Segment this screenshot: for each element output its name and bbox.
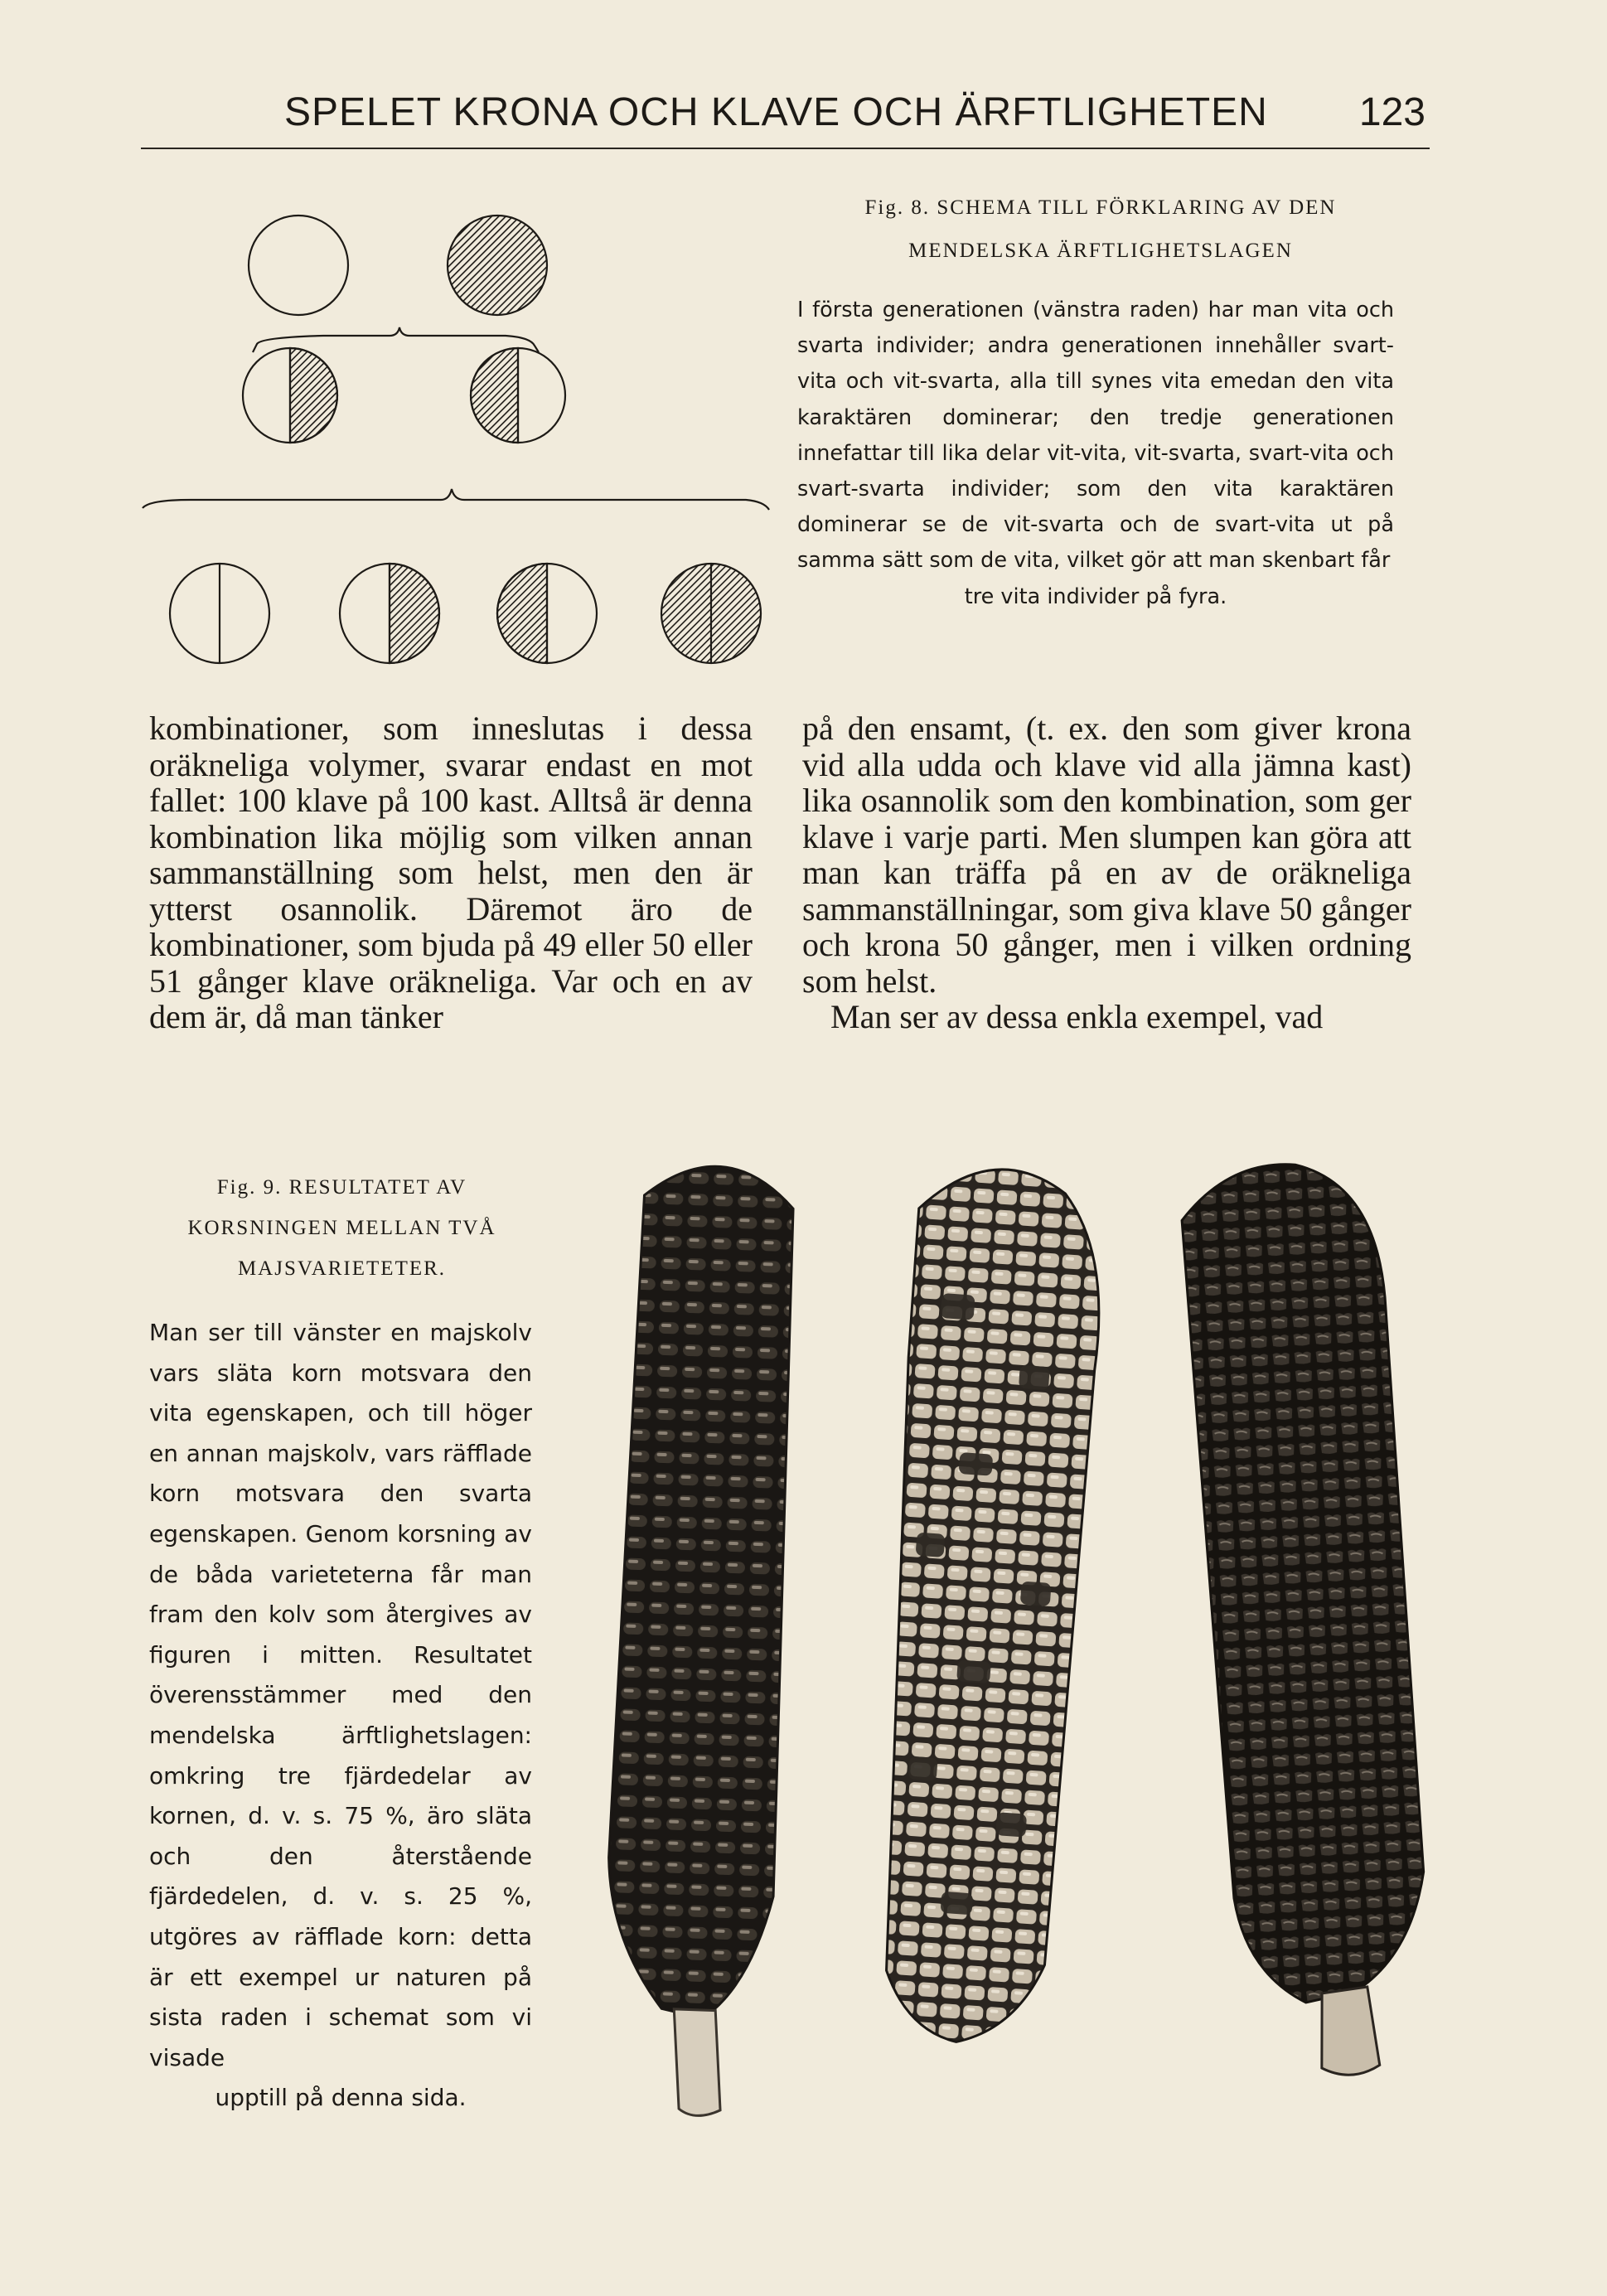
corn-stalk-right xyxy=(1318,1986,1380,2076)
white-black-individual-gen3 xyxy=(340,564,439,663)
corn-ear-hybrid xyxy=(861,1164,1109,2048)
figure-9-caption-title xyxy=(149,1167,535,1289)
figure-8-description-last: tre vita individer på fyra. xyxy=(964,584,1227,609)
figure-9-title-line3: MAJSVARIETETER. xyxy=(237,1257,447,1280)
figure-9-title-line2: KORSNINGEN MELLAN TVÅ xyxy=(187,1217,496,1239)
white-white-individual xyxy=(170,564,269,663)
black-individual-circle xyxy=(448,216,547,315)
header-rule xyxy=(141,148,1430,149)
white-individual-circle xyxy=(249,216,348,315)
mendel-scheme-diagram xyxy=(141,186,787,692)
figure-9-description-last: upptill på denna sida. xyxy=(215,2084,467,2112)
corn-ear-smooth xyxy=(600,1164,799,2118)
figure-8-description xyxy=(797,293,1394,615)
figure-8-caption-title xyxy=(794,186,1407,273)
figure-9-title-line1: RESULTATET AV xyxy=(288,1176,467,1199)
figure-9-label: Fig. 9. xyxy=(216,1176,283,1199)
body-column-left xyxy=(149,710,753,1035)
figure-8-description-text: I första generationen (vänstra raden) har man vita och svarta individer; andra generationen innehåller svart-vita och vit-svarta, alla till synes vita emedan den vita karaktären dominerar; den tredje generationen innefattar till lika delar vit-vita, vit-svarta, svart-vita och svart-svarta individer; som den vita karaktären dominerar se de vit-svarta och de svart-vita ut på samma sätt som de vita, vilket gör att man skenbart får xyxy=(797,298,1394,574)
corn-stalk xyxy=(670,2009,724,2117)
running-head xyxy=(149,90,1425,148)
body-column-right xyxy=(802,710,1411,1035)
black-white-individual-gen3 xyxy=(497,564,597,663)
running-title: SPELET KRONA OCH KLAVE OCH ÄRFTLIGHETEN xyxy=(284,90,1268,134)
corn-ears-photo xyxy=(572,1148,1525,2134)
black-black-individual xyxy=(661,564,761,663)
figure-8-title-line2: MENDELSKA ÄRFTLIGHETSLAGEN xyxy=(908,240,1293,262)
left-paragraph: kombinationer, som inneslutas i dessa oräkneliga volymer, svarar endast en mot fallet: 100 klave på 100 kast. Alltså är denna kombination lika möjlig som vilken annan sammanställning som helst, men den är ytterst osannolik. Däremot äro de kombinationer, som bjuda på 49 eller 50 eller 51 gånger klave oräkneliga. Var och en av dem är, då man tänker xyxy=(149,710,753,1035)
figure-9-description xyxy=(149,1313,532,2119)
black-white-individual xyxy=(243,348,337,443)
figure-8-label: Fig. 8. xyxy=(864,196,931,219)
generation-brace-2 xyxy=(143,489,769,510)
page-number: 123 xyxy=(1358,90,1425,134)
figure-9-description-text: Man ser till vänster en majskolv vars släta korn motsvara den vita egenskapen, och till höger en annan majskolv, vars räfflade korn motsvara den svarta egenskapen. Genom korsning av de båda varieteterna får man fram den kolv som återgives av figuren i mitten. Resultatet överensstämmer med den mendelska ärftlighetslagen: omkring tre fjärdedelar av kornen, d. v. s. 75 %, äro släta och den återstående fjärdedelen, d. v. s. 25 %, utgöres av räfflade korn: detta är ett exempel ur naturen på sista raden i schemat som vi visade xyxy=(149,1319,532,2071)
right-last-line: Man ser av dessa enkla exempel, vad xyxy=(830,998,1324,1035)
right-paragraph: på den ensamt, (t. ex. den som giver krona vid alla udda och klave vid alla jämna kast) lika osannolik som den kombination, som ger klave i varje parti. Men slumpen kan göra att man kan träffa på en av de oräkneliga sammanställningar, som giva klave 50 gånger och krona 50 gånger, men i vilken ordning som helst. xyxy=(802,710,1411,1000)
figure-8-title-line1: SCHEMA TILL FÖRKLARING AV DEN xyxy=(937,196,1337,219)
corn-ear-wrinkled xyxy=(1179,1159,1434,2081)
white-black-individual xyxy=(471,348,565,443)
